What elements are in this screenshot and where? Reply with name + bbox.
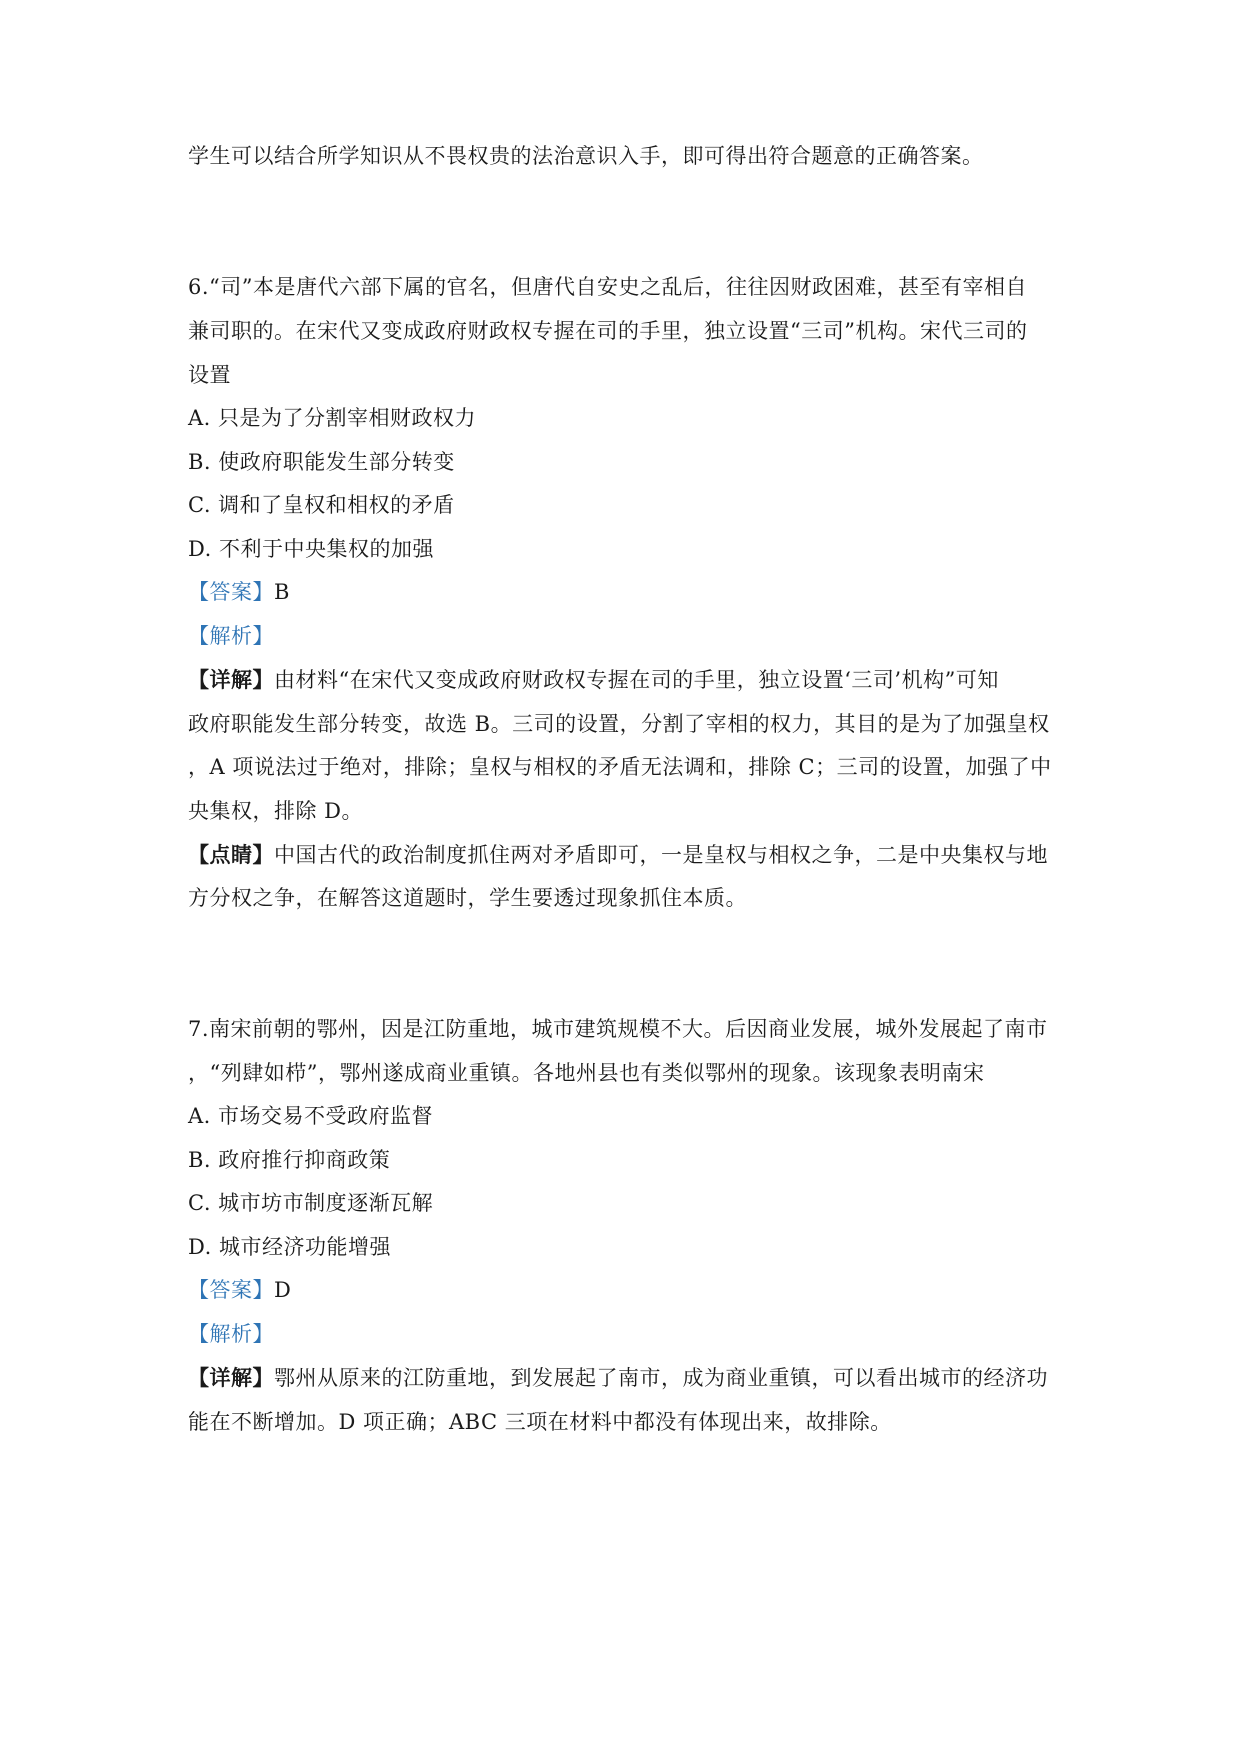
question-6-stem-line-3: 设置 [188,363,231,387]
question-6-stem-line-2: 兼司职的。在宋代又变成政府财政权专握在司的手里，独立设置“三司”机构。宋代三司的 [188,319,1028,343]
question-7-answer [188,1276,291,1304]
question-6-point-line-2: 方分权之争，在解答这道题时，学生要透过现象抓住本质。 [188,886,747,910]
answer-tag: 【答案】 [188,580,274,604]
question-7-option-d: D. 城市经济功能增强 [188,1235,391,1259]
question-6-option-d: D. 不利于中央集权的加强 [188,537,434,561]
question-6-answer [188,578,290,606]
question-7-stem-line-2: ，“列肆如栉”，鄂州遂成商业重镇。各地州县也有类似鄂州的现象。该现象表明南宋 [188,1061,985,1085]
question-6-detail-line-4: 央集权，排除 D。 [188,799,364,823]
question-7-option-a: A. 市场交易不受政府监督 [188,1104,434,1128]
detail-text: 鄂州从原来的江防重地，到发展起了南市，成为商业重镇，可以看出城市的经济功 [274,1366,1048,1390]
question-6-detail-line-3: ，A 项说法过于绝对，排除；皇权与相权的矛盾无法调和，排除 C；三司的设置，加强了中 [188,755,1052,779]
question-6-analysis [188,622,274,650]
question-6-option-c: C. 调和了皇权和相权的矛盾 [188,493,455,517]
question-6-stem-line-1: 6.“司”本是唐代六部下属的官名，但唐代自安史之乱后，往往因财政困难，甚至有宰相自 [188,275,1028,299]
detail-tag: 【详解】 [188,1365,274,1390]
answer-value: D [274,1278,292,1302]
question-7-option-c: C. 城市坊市制度逐渐瓦解 [188,1191,434,1215]
question-7-detail-line-2: 能在不断增加。D 项正确；ABC 三项在材料中都没有体现出来，故排除。 [188,1410,892,1434]
question-6-detail-line-1 [188,666,999,694]
analysis-tag: 【解析】 [188,1322,274,1346]
question-7-detail-line-1 [188,1364,1048,1392]
intro-text: 学生可以结合所学知识从不畏权贵的法治意识入手，即可得出符合题意的正确答案。 [188,144,984,168]
question-6-detail-line-2: 政府职能发生部分转变，故选 B。三司的设置，分割了宰相的权力，其目的是为了加强皇权 [188,712,1050,736]
question-7-stem-line-1: 7.南宋前朝的鄂州，因是江防重地，城市建筑规模不大。后因商业发展，城外发展起了南市 [188,1017,1048,1041]
question-6-point-line-1 [188,841,1048,869]
point-tag: 【点睛】 [188,842,274,867]
question-7-option-b: B. 政府推行抑商政策 [188,1148,391,1172]
detail-text: 由材料“在宋代又变成政府财政权专握在司的手里，独立设置‘三司’机构”可知 [274,668,999,692]
question-6-option-a: A. 只是为了分割宰相财政权力 [188,406,477,430]
answer-value: B [274,580,290,604]
question-7-analysis [188,1320,274,1348]
point-text: 中国古代的政治制度抓住两对矛盾即可，一是皇权与相权之争，二是中央集权与地 [274,843,1048,867]
question-6-option-b: B. 使政府职能发生部分转变 [188,450,455,474]
analysis-tag: 【解析】 [188,624,274,648]
answer-tag: 【答案】 [188,1278,274,1302]
detail-tag: 【详解】 [188,667,274,692]
